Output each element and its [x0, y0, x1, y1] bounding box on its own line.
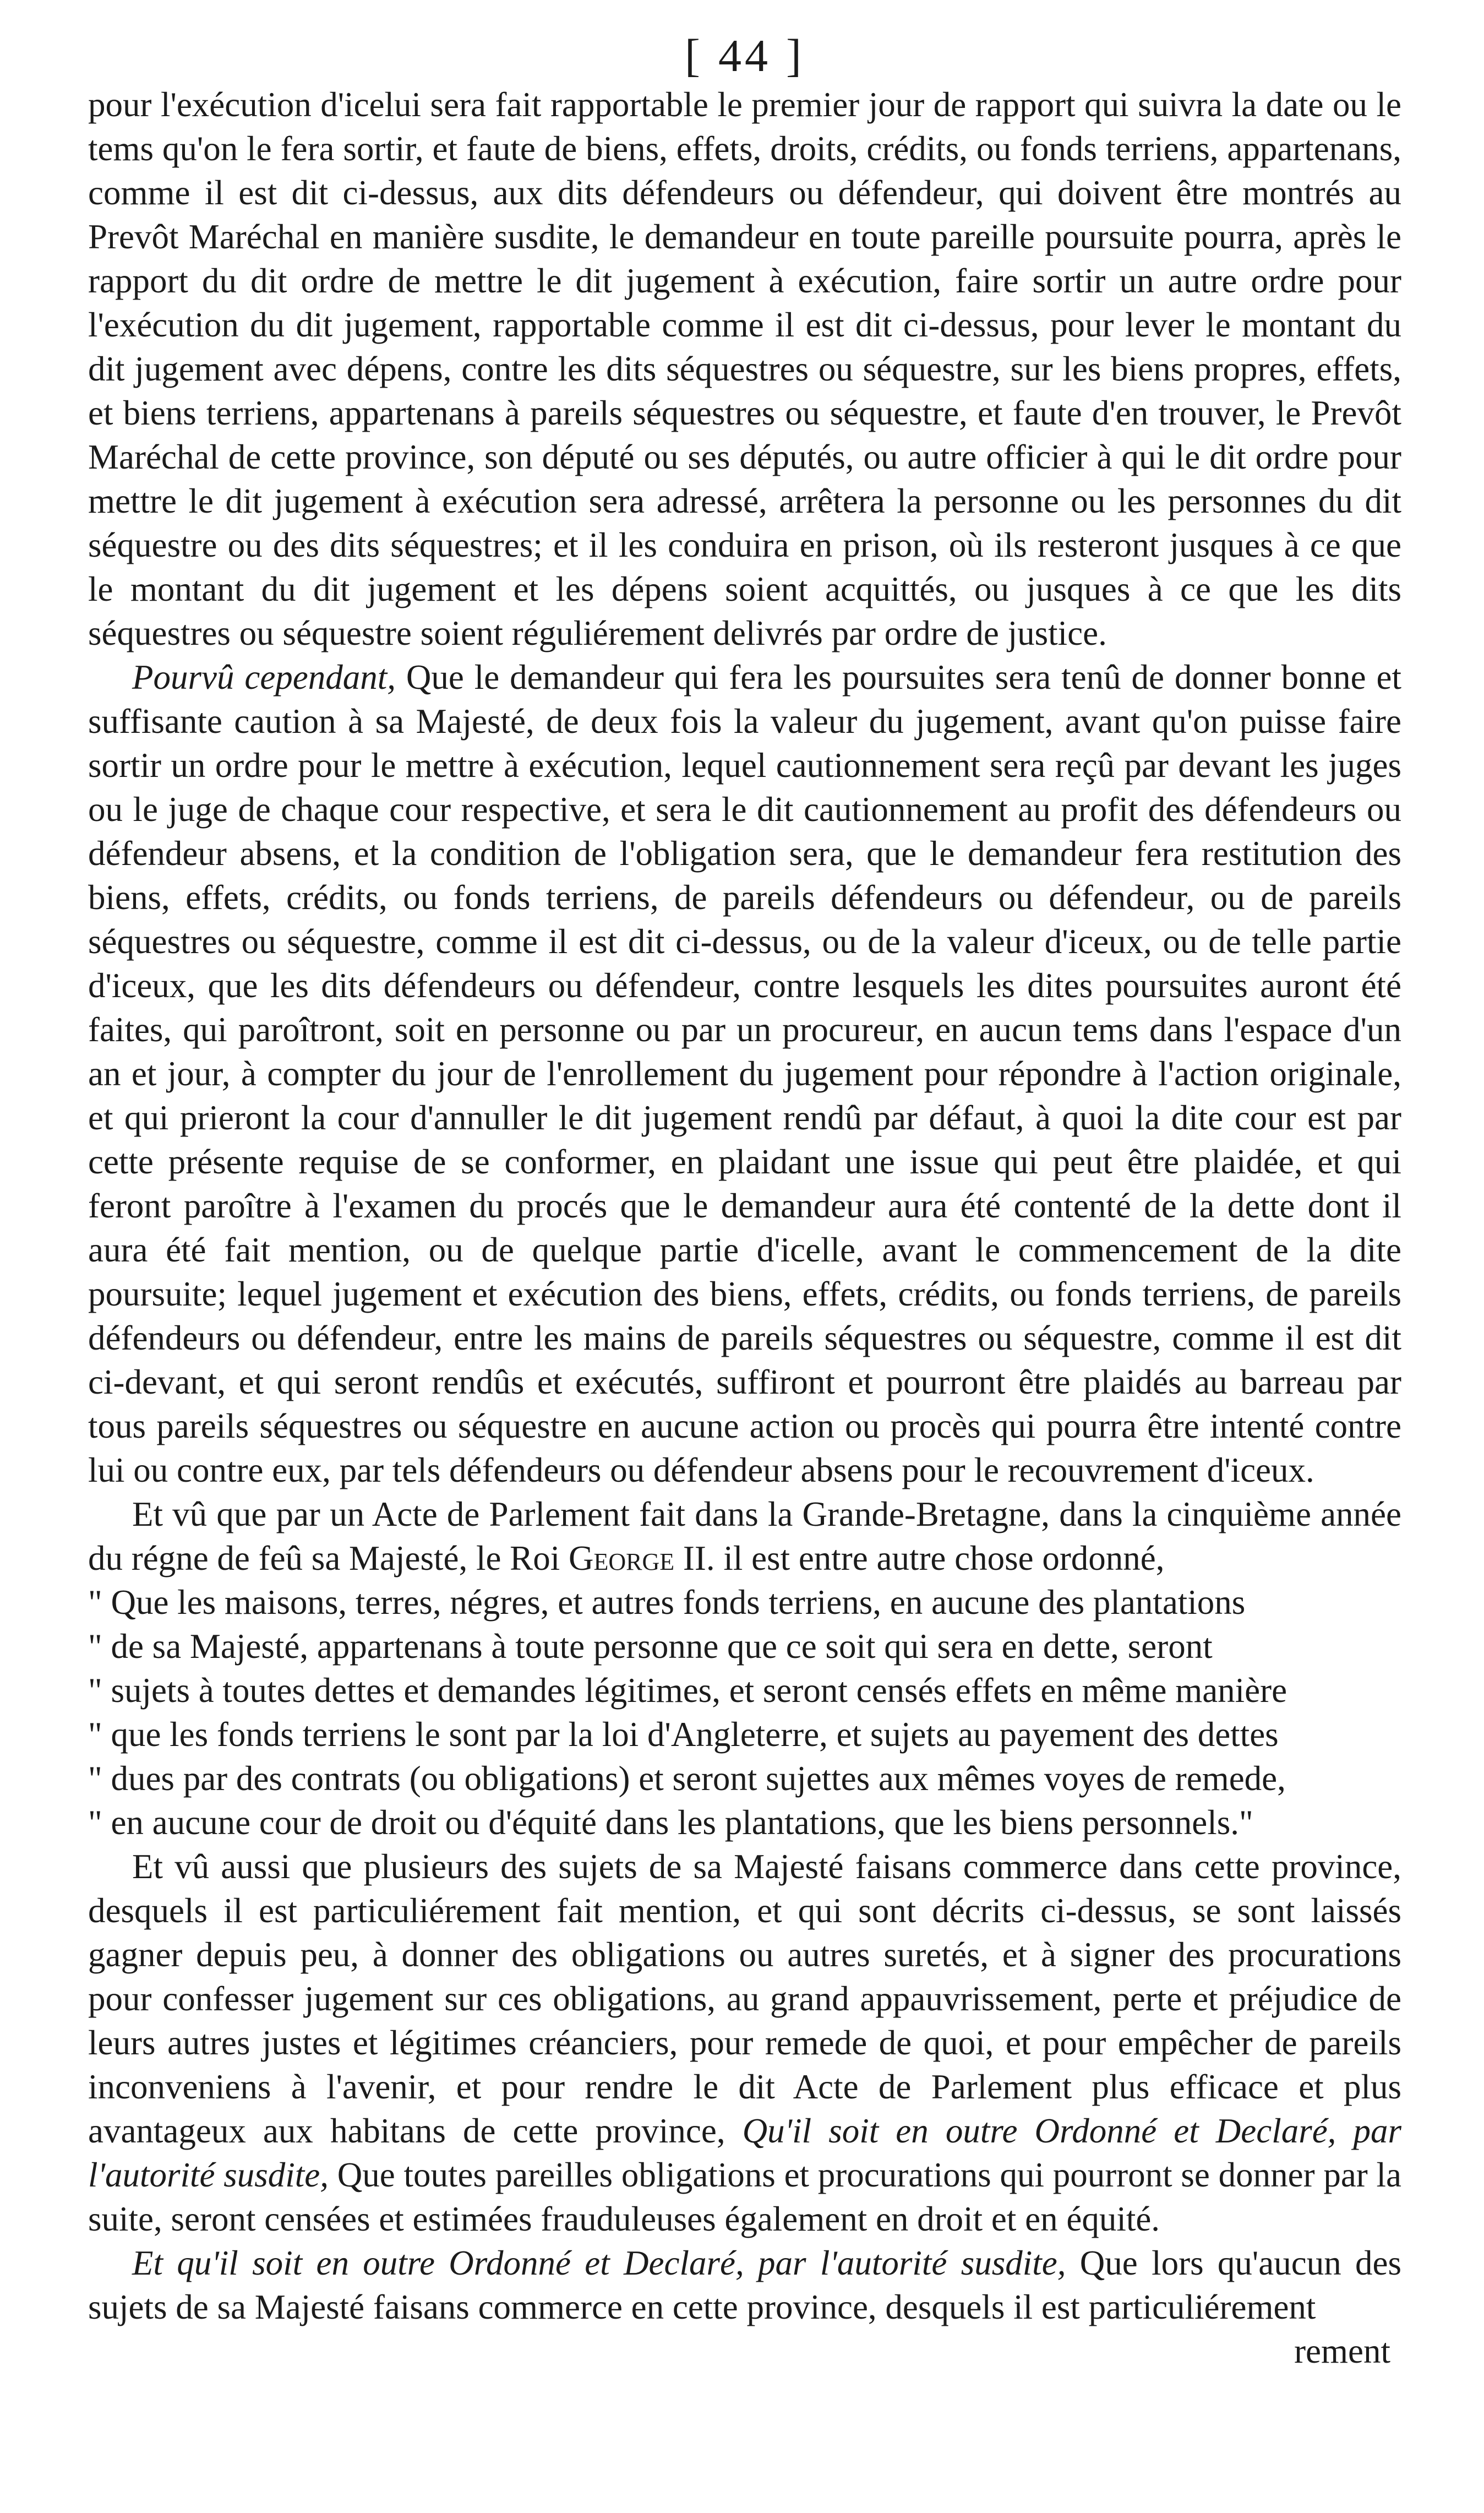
quote-line: " dues par des contrats (ou obligations) et seront sujettes aux mêmes voyes de remede,: [88, 1759, 1286, 1798]
paragraph-5: [88, 2241, 1401, 2329]
paragraph-2: [88, 655, 1401, 1492]
paragraph-1: pour l'exécution d'icelui sera fait rapportable le premier jour de rapport qui suivra la date ou le tems qu'on le fera sortir, et faute de biens, effets, droits, crédits, ou fonds terriens, appartenans, comme il est dit ci-dessus, aux dits défendeurs ou défendeur, qui doivent être montrés au Prevôt Maréchal en manière susdite, le demandeur en toute pareille poursuite pourra, après le rapport du dit ordre de mettre le dit jugement à exécution, faire sortir un autre ordre pour l'exécution du dit jugement, rapportable comme il est dit ci-dessus, pour lever le montant du dit jugement avec dépens, contre les dits séquestres ou séquestre, sur les biens propres, effets, et biens terriens, appartenans à pareils séquestres ou séquestre, et faute d'en trouver, le Prevôt Maréchal de cette province, son député ou ses députés, ou autre officier à qui le dit ordre pour mettre le dit jugement à exécution sera adressé, arrêtera la personne ou les personnes du dit séquestre ou des dits séquestres; et il les conduira en prison, où ils resteront jusques à ce que le montant du dit jugement et les dépens soient acquittés, ou jusques à ce que les dits séquestres ou séquestre soient réguliérement delivrés par ordre de justice.: [88, 85, 1401, 652]
paragraph-4-body: Et vû aussi que plusieurs des sujets de sa Majesté faisans commerce dans cette province, desquels il est particuliérement fait mention, et qui sont décrits ci-dessus, se sont laissés gagner depuis peu, à donner des obligations ou autres suretés, et à signer des procurations pour confesser jugement sur ces obligations, au grand appauvrissement, perte et préjudice de leurs autres justes et légitimes créanciers, pour remede de quoi, et pour empêcher de pareils inconveniens à l'avenir, et pour rendre le dit Acte de Parlement plus efficace et plus avantageux aux habitans de cette province,: [88, 1847, 1401, 2150]
quote-line: " Que les maisons, terres, négres, et autres fonds terriens, en aucune des plantations: [88, 1583, 1246, 1622]
act-quotation: [88, 1580, 1401, 1845]
quote-line: " en aucune cour de droit ou d'équité dans les plantations, que les biens personnels.": [88, 1803, 1253, 1842]
body-text: [88, 83, 1401, 2329]
paragraph-3-intro-b: II. il est entre autre chose ordonné,: [674, 1539, 1165, 1578]
paragraph-2-body: Que le demandeur qui fera les poursuites sera tenû de donner bonne et suffisante caution à sa Majesté, de deux fois la valeur du jugement, avant qu'on puisse faire sortir un ordre pour le mettre à exécution, lequel cautionnement sera reçû par devant les juges ou le juge de chaque cour respective, et sera le dit cautionnement au profit des défendeurs ou défendeur absens, et la condition de l'obligation sera, que le demandeur fera restitution des biens, effets, crédits, ou fonds terriens, de pareils défendeurs ou défendeur, ou de pareils séquestres ou séquestre, comme il est dit ci-dessus, ou de la valeur d'iceux, ou de telle partie d'iceux, que les dits défendeurs ou défendeur, contre lesquels les dites poursuites auront été faites, qui paroîtront, soit en personne ou par un procureur, en aucun tems dans l'espace d'un an et jour, à compter du jour de l'enrollement du jugement pour répondre à l'action originale, et qui prieront la cour d'annuller le dit jugement rendû par défaut, à quoi la dite cour est par cette présente requise de se conformer, en plaidant une issue qui peut être plaidée, et qui feront paroître à l'examen du procés que le demandeur aura été contenté de la dette dont il aura été fait mention, ou de quelque partie d'icelle, avant le commencement de la dite poursuite; lequel jugement et exécution des biens, effets, crédits, ou fonds terriens, de pareils défendeurs ou défendeur, entre les mains de pareils séquestres ou séquestre, comme il est dit ci-devant, et qui seront rendûs et exécutés, suffiront et pourront être plaidés au barreau par tous pareils séquestres ou séquestre en aucune action ou procès qui pourra être intenté contre lui ou contre eux, par tels défendeurs ou défendeur absens pour le recouvrement d'iceux.: [88, 658, 1401, 1489]
paragraph-4-enactment: Qu'il soit en outre Ordonné et Declaré, par l'autorité susdite,: [88, 2112, 1402, 2194]
quote-line: " de sa Majesté, appartenans à toute personne que ce soit qui sera en dette, seront: [88, 1627, 1213, 1666]
paragraph-4-tail: Que toutes pareilles obligations et procurations qui pourront se donner par la suite, seront censées et estimées frauduleuses également en droit et en équité.: [88, 2156, 1401, 2238]
paragraph-4: [88, 1845, 1401, 2241]
catchword: rement: [1294, 2332, 1390, 2370]
quote-line: " sujets à toutes dettes et demandes légitimes, et seront censés effets en même manière: [88, 1671, 1287, 1710]
paragraph-3-intro-a: Et vû que par un Acte de Parlement fait dans la Grande-Bretagne, dans la cinquième année du régne de feû sa Majesté, le Roi: [88, 1495, 1401, 1578]
paragraph-3: [88, 1492, 1401, 1580]
paragraph-5-enactment: Et qu'il soit en outre Ordonné et Declaré, par l'autorité susdite,: [132, 2244, 1066, 2282]
paragraph-5-tail: Que lors qu'aucun des sujets de sa Majesté faisans commerce en cette province, desquels il est particuliérement: [88, 2244, 1402, 2326]
quote-line: " que les fonds terriens le sont par la loi d'Angleterre, et sujets au payement des dettes: [88, 1715, 1279, 1754]
page-number: [ 44 ]: [685, 30, 805, 81]
king-name: George: [568, 1539, 675, 1578]
paragraph-2-lead: Pourvû cependant,: [132, 658, 396, 697]
